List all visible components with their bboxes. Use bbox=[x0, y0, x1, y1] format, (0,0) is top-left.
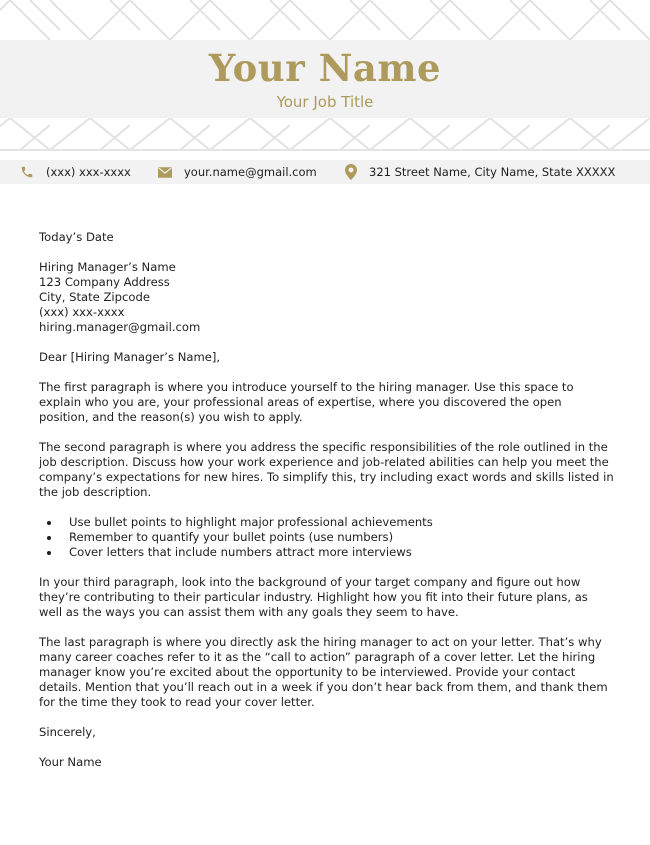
recipient-city: City, State Zipcode bbox=[39, 290, 150, 304]
header-divider bbox=[0, 149, 650, 151]
recipient-phone: (xxx) xxx-xxxx bbox=[39, 305, 125, 319]
salutation: Dear [Hiring Manager’s Name], bbox=[39, 350, 221, 364]
closing: Sincerely, bbox=[39, 725, 96, 739]
paragraph-3: In your third paragraph, look into the background of your target company and figure out how they’re contributing to their particular industry. Highlight how you fit into their future plans, as well as the ways you can assist them with any goals they seem to have. bbox=[39, 575, 588, 619]
job-title: Your Job Title bbox=[276, 93, 374, 111]
recipient-name: Hiring Manager’s Name bbox=[39, 260, 176, 274]
signature: Your Name bbox=[39, 755, 102, 769]
envelope-icon bbox=[158, 167, 172, 178]
contact-address-text: 321 Street Name, City Name, State XXXXX bbox=[369, 165, 616, 179]
paragraph-1: The first paragraph is where you introduce yourself to the hiring manager. Use this space to explain who you are, your professional areas of expertise, where you discovered the open position, and the reason(s) you wish to apply. bbox=[39, 380, 574, 424]
paragraph-4: The last paragraph is where you directly ask the hiring manager to act on your letter. That’s why many career coaches refer to it as the “call to action” paragraph of a cover letter. Let the hiring manager know you’re excited about the opportunity to be interviewed. Provide your contact details. Mention that you’ll reach out in a week if you don’t hear back from them, and thank them for the time they took to read your cover letter. bbox=[39, 635, 608, 709]
achievement-bullets bbox=[39, 515, 614, 560]
contact-email bbox=[158, 160, 317, 184]
bullet-item: • Remember to quantify your bullet points (use numbers) bbox=[61, 530, 614, 545]
resume-header bbox=[0, 0, 650, 150]
bullet-item: • Cover letters that include numbers attract more interviews bbox=[61, 545, 614, 560]
applicant-name: Your Name bbox=[208, 46, 442, 90]
map-pin-icon bbox=[345, 164, 357, 180]
contact-phone-text: (xxx) xxx-xxxx bbox=[46, 165, 131, 179]
contact-email-text: your.name@gmail.com bbox=[184, 165, 317, 179]
recipient-address: 123 Company Address bbox=[39, 275, 170, 289]
phone-icon bbox=[20, 165, 34, 179]
contact-address bbox=[345, 160, 615, 184]
letter-body bbox=[39, 230, 614, 770]
letter-date: Today’s Date bbox=[39, 230, 114, 244]
contact-phone bbox=[20, 160, 131, 184]
recipient-email: hiring.manager@gmail.com bbox=[39, 320, 201, 334]
bullet-item: • Use bullet points to highlight major professional achievements bbox=[61, 515, 614, 530]
contact-bar bbox=[0, 160, 650, 184]
paragraph-2: The second paragraph is where you address the specific responsibilities of the role outlined in the job description. Discuss how your work experience and job-related abilities can help you meet the company’s expectations for new hires. To simplify this, try including exact words and skills listed in the job description. bbox=[39, 440, 614, 499]
